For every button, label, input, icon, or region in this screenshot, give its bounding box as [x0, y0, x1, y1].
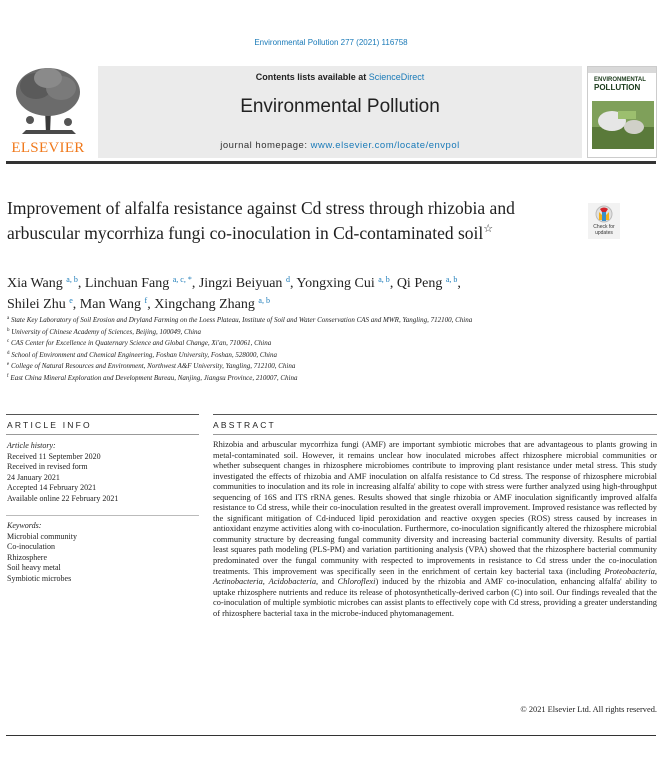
- author[interactable]: Man Wang $^f$,: [79, 296, 155, 312]
- author[interactable]: Yongxing Cui $^{a, b}$,: [296, 275, 397, 291]
- affiliation-item: $^f$ East China Mineral Exploration and Development Bureau, Nanjing, Jiangsu Province, 210007, China: [7, 373, 298, 382]
- history-item: Available online 22 February 2021: [7, 493, 119, 503]
- keyword-item: Microbial community: [7, 531, 77, 541]
- keywords: [7, 521, 197, 585]
- affiliation-item: $^e$ College of Natural Resources and Environment, Northwest A&F University, Yangling, 712100, China: [7, 362, 296, 371]
- article-info-heading: ARTICLE INFO: [7, 420, 92, 430]
- affiliation-item: $^c$ CAS Center for Excellence in Quaternary Science and Global Change, Xi'an, 710061, China: [7, 339, 272, 348]
- keyword-item: Symbiotic microbes: [7, 573, 72, 583]
- author[interactable]: Jingzi Beiyuan $^d$,: [198, 275, 297, 291]
- journal-header-panel: [98, 66, 582, 158]
- homepage-link[interactable]: www.elsevier.com/locate/envpol: [310, 140, 460, 151]
- elsevier-tree-icon: [6, 64, 90, 140]
- publisher-name: ELSEVIER: [11, 140, 85, 156]
- homepage-prefix: journal homepage:: [220, 140, 311, 151]
- cover-title-line2: POLLUTION: [594, 82, 641, 92]
- taxon-chloroflexi: Chloroflexi: [337, 577, 376, 587]
- title-footnote-mark[interactable]: ☆: [483, 223, 494, 235]
- sciencedirect-link[interactable]: ScienceDirect: [368, 72, 425, 82]
- abstract-text: Rhizobia and arbuscular mycorrhiza fungi (AMF) are important symbiotic microbes that are advantageous to plants growing in metal-contaminated soil. However, it remains unclear how inoculated microbes affect rhizosphere microbial communities or whether subsequent changes in rhizosphere microbiomes contribute to improving plant resistance under metal stress. This study investigated the effects of rhizobia and AMF inoculation on alfalfa resistance to Cd stress. The response of rhizosphere microbial communities to inoculation and its role in increasing alfalfa' ability to cope with stress were further analyzed using high-throughput sequencing of 16S and ITS rRNA genes. Results showed that single rhizobia or AMF inoculation significantly improved alfalfa resistance to Cd stress, while their co-inoculation resulted in the greatest overall improvement. Improved resistance was reflected by the significant mitigation of Cd-induced lipid peroxidation and reactive oxygen species (ROS) stress caused by increases in antioxidant enzyme activities along with co-inoculation. Furthermore, co-inoculation significantly altered the rhizosphere microbial community structure by decreasing fungal community diversity and increasing bacterial community diversity. Results of partial least squares path modeling (PLS-PM) and variation partitioning analysis (VPA) showed that the rhizosphere bacterial community predominated over the fungal community with respected to improvements in resistance to Cd stress under the co-inoculation treatments. This improvement was specifically seen in the enrichment of certain key bacterial taxa (including Proteobacteria, Actinobacteria, Acidobacteria, and Chloroflexi) induced by the rhizobia and AMF co-inoculation, enhancing alfalfa' ability to uptake rhizosphere nutrients and reduce its release of photosynthetically-derived carbon (C) into soil. Our findings revealed that the co-inoculation of multiple symbiotic microbes can assist plants to effectively cope with Cd stress, providing a greater understanding of rhizosphere bacterial taxa in the microbe-induced phytomanagement.: [213, 440, 657, 618]
- author[interactable]: Qi Peng $^{a, b}$,: [396, 275, 461, 291]
- keyword-item: Rhizosphere: [7, 552, 47, 562]
- journal-homepage: [98, 140, 582, 151]
- abstract-rule: [213, 434, 657, 435]
- contents-prefix: Contents lists available at: [255, 72, 369, 82]
- author[interactable]: Shilei Zhu $^e$,: [7, 296, 80, 312]
- cover-title-line1: ENVIRONMENTAL: [594, 77, 646, 83]
- article-title: [7, 198, 577, 244]
- journal-citation[interactable]: Environmental Pollution 277 (2021) 116758: [254, 38, 408, 47]
- check-for-updates-badge[interactable]: [588, 203, 620, 239]
- taxon-actinobacteria: Actinobacteria: [213, 577, 263, 587]
- affiliation-item: $^b$ University of Chinese Academy of Sciences, Beijing, 100049, China: [7, 327, 202, 336]
- header-rule: [6, 161, 656, 164]
- author[interactable]: Xingchang Zhang $^{a, b}$: [154, 296, 270, 312]
- contents-line: [98, 72, 582, 82]
- affiliation-list: [7, 314, 587, 384]
- journal-cover-thumbnail[interactable]: [587, 66, 657, 158]
- article-history: [7, 441, 197, 505]
- history-label: Article history:: [7, 441, 56, 450]
- keyword-item: Co-inoculation: [7, 542, 55, 552]
- author-list: [7, 271, 567, 313]
- affiliation-item: $^d$ School of Environment and Chemical Engineering, Foshan University, Foshan, 528000, China: [7, 350, 277, 359]
- author[interactable]: Linchuan Fang $^{a, c, *}$,: [84, 275, 199, 291]
- article-title-text: Improvement of alfalfa resistance against Cd stress through rhizobia and arbuscular mycorrhiza fungi co-inoculation in Cd-contaminated soil: [7, 198, 515, 243]
- history-item: Accepted 14 February 2021: [7, 483, 97, 493]
- crossmark-label-1: Check for: [593, 224, 615, 230]
- elsevier-logo: [6, 64, 90, 156]
- taxon-acidobacteria: Acidobacteria: [268, 577, 317, 587]
- keywords-label: Keywords:: [7, 521, 42, 530]
- affiliation-item: $^a$ State Key Laboratory of Soil Erosion and Dryland Farming on the Loess Plateau, Institute of Soil and Water Conservation CAS and MWR, Yangling, 712100, China: [7, 316, 473, 324]
- abstract-heading: ABSTRACT: [213, 420, 276, 430]
- crossmark-label-2: updates: [595, 229, 613, 236]
- article-info-rule: [6, 434, 199, 435]
- taxon-proteobacteria: Proteobacteria: [604, 566, 655, 576]
- cover-title: [594, 77, 652, 92]
- author[interactable]: Xia Wang $^{a, b}$,: [7, 275, 85, 291]
- abstract-rule-top: [213, 414, 657, 415]
- journal-title: Environmental Pollution: [240, 96, 440, 117]
- footer-rule: [6, 735, 656, 736]
- history-item: Received in revised form: [7, 462, 88, 472]
- keywords-divider: [6, 515, 199, 516]
- history-item: 24 January 2021: [7, 472, 60, 482]
- history-item: Received 11 September 2020: [7, 451, 101, 461]
- keyword-item: Soil heavy metal: [7, 563, 61, 573]
- copyright-notice: © 2021 Elsevier Ltd. All rights reserved.: [520, 705, 657, 714]
- cover-image: [588, 97, 657, 153]
- article-info-rule-top: [6, 414, 199, 415]
